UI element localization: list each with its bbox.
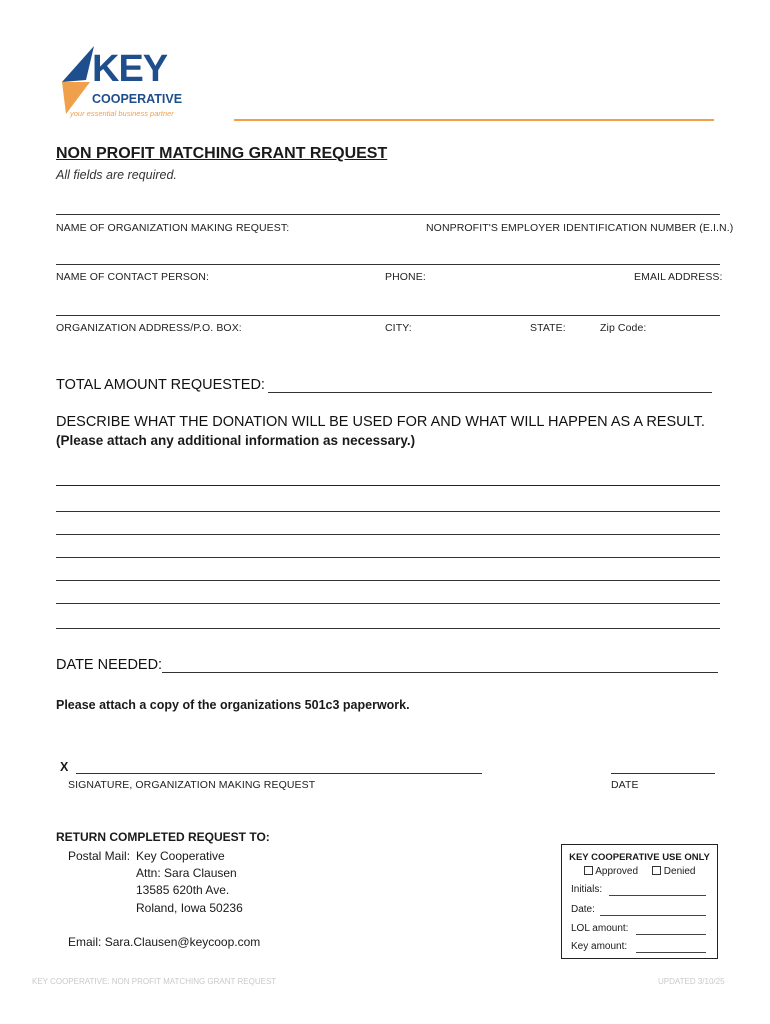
address-line-4: Roland, Iowa 50236: [136, 901, 243, 915]
initials-label: Initials:: [571, 884, 603, 895]
denied-label: Denied: [663, 866, 696, 877]
logo-sub-name: COOPERATIVE: [92, 92, 183, 106]
email-contact-address[interactable]: Sara.Clausen@keycoop.com: [104, 935, 261, 949]
address-line-3: 13585 620th Ave.: [136, 883, 230, 897]
approved-label: Approved: [595, 866, 639, 877]
state-label: STATE:: [530, 322, 566, 334]
signature-x-mark: X: [60, 760, 69, 774]
key-amount-line[interactable]: [636, 952, 706, 953]
describe-note: (Please attach any additional information as necessary.): [56, 433, 416, 448]
date-needed-label: DATE NEEDED:: [56, 657, 163, 673]
phone-label: PHONE:: [385, 271, 426, 283]
city-label: CITY:: [385, 322, 412, 334]
date-needed-line[interactable]: [162, 672, 718, 673]
email-contact-label: Email:: [68, 935, 102, 949]
address-line-2: Attn: Sara Clausen: [136, 866, 237, 880]
description-line[interactable]: [56, 485, 720, 486]
signature-label: SIGNATURE, ORGANIZATION MAKING REQUEST: [68, 779, 316, 791]
denied-option[interactable]: [652, 866, 695, 877]
logo-tagline: your essential business partner: [70, 109, 174, 118]
total-amount-label: TOTAL AMOUNT REQUESTED:: [56, 377, 265, 393]
attach-note: Please attach a copy of the organizations 501c3 paperwork.: [56, 698, 410, 712]
contact-line[interactable]: [56, 264, 720, 265]
logo-brand-name: KEY: [92, 48, 168, 90]
date-signed-label: DATE: [611, 779, 639, 791]
address-label: ORGANIZATION ADDRESS/P.O. BOX:: [56, 322, 242, 334]
office-use-box: [561, 844, 718, 959]
office-date-line[interactable]: [600, 915, 706, 916]
office-date-label: Date:: [571, 904, 595, 915]
zip-label: Zip Code:: [600, 322, 647, 334]
form-title: NON PROFIT MATCHING GRANT REQUEST: [56, 145, 388, 162]
describe-label: DESCRIBE WHAT THE DONATION WILL BE USED FOR AND WHAT WILL HAPPEN AS A RESULT.: [56, 414, 705, 430]
address-line-1: Key Cooperative: [136, 849, 225, 863]
form-subtitle: All fields are required.: [56, 168, 177, 182]
postal-mail-label: Postal Mail:: [68, 849, 131, 863]
description-line[interactable]: [56, 603, 720, 604]
description-line[interactable]: [56, 534, 720, 535]
header-orange-rule: [234, 119, 714, 121]
lol-amount-label: LOL amount:: [571, 923, 629, 934]
description-line[interactable]: [56, 580, 720, 581]
signature-line[interactable]: [76, 773, 482, 774]
ein-label: NONPROFIT'S EMPLOYER IDENTIFICATION NUMBER (E.I.N.): [426, 222, 734, 234]
key-amount-label: Key amount:: [571, 941, 628, 952]
email-label: EMAIL ADDRESS:: [634, 271, 723, 283]
approved-checkbox[interactable]: [584, 866, 593, 875]
approved-option[interactable]: [584, 866, 638, 877]
lol-amount-line[interactable]: [636, 934, 706, 935]
org-name-label: NAME OF ORGANIZATION MAKING REQUEST:: [56, 222, 290, 234]
denied-checkbox[interactable]: [652, 866, 661, 875]
description-line[interactable]: [56, 628, 720, 629]
contact-label: NAME OF CONTACT PERSON:: [56, 271, 210, 283]
email-contact: [68, 935, 260, 949]
footer-left: KEY COOPERATIVE: NON PROFIT MATCHING GRANT REQUEST: [32, 977, 277, 986]
org-name-line[interactable]: [56, 214, 720, 215]
return-heading: RETURN COMPLETED REQUEST TO:: [56, 830, 270, 844]
description-line[interactable]: [56, 511, 720, 512]
description-line[interactable]: [56, 557, 720, 558]
address-line[interactable]: [56, 315, 720, 316]
initials-line[interactable]: [609, 895, 706, 896]
office-use-heading: KEY COOPERATIVE USE ONLY: [569, 852, 710, 863]
footer-right: UPDATED 3/10/25: [658, 977, 725, 986]
date-signed-line[interactable]: [611, 773, 715, 774]
logo: [56, 44, 196, 124]
total-amount-line[interactable]: [268, 392, 712, 393]
